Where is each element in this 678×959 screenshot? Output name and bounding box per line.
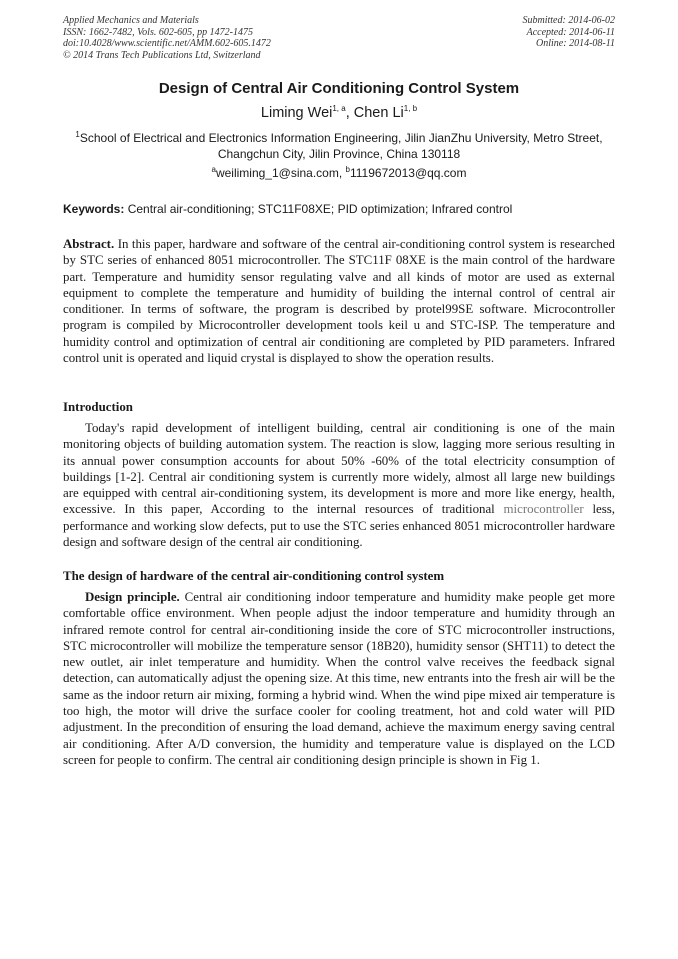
affiliation — [63, 130, 615, 162]
email-address: weiliming_1@sina.com — [215, 166, 339, 180]
online-date: Online: 2014-08-11 — [536, 38, 615, 49]
introduction-paragraph — [63, 420, 615, 550]
journal-name: Applied Mechanics and Materials — [63, 15, 199, 26]
email-list: $^a$weiliming_1@sina.com, $^b$1119672013@qq.com — [211, 165, 467, 180]
issn-line: ISSN: 1662-7482, Vols. 602-605, pp 1472-1475 — [63, 26, 253, 38]
author-name: Liming Wei — [260, 105, 333, 121]
introduction-heading: Introduction — [63, 400, 133, 414]
copyright-line: © 2014 Trans Tech Publications Ltd, Switzerland — [63, 49, 261, 61]
author-sup: 1, b — [403, 104, 418, 114]
introduction-text-continued: less, performance and working slow defects, put to use the STC series enhanced 8051 microcontroller hardware design and software design of the central air conditioning. — [63, 502, 615, 550]
abstract-text: In this paper, hardware and software of the central air-conditioning control system is researched by STC series of enhanced 8051 microcontroller. The STC11F 08XE is the main control of the hardware part. Temperature and humidity sensor regulating valve and all kinds of motor are used as external equipment to complete the temperature and humidity of building the internal control of central air conditioner. In terms of software, the program is described by protel99SE software. Microcontroller program is compiled by Microcontroller development tools keil u and STC-ISP. The temperature and humidity control and optimization of central air conditioning are completed by PID parameters. Infrared control unit is operated and liquid crystal is displayed to show the operation results. — [63, 237, 615, 366]
abstract-label: Abstract. — [63, 237, 115, 251]
design-principle-paragraph — [63, 589, 615, 768]
design-principle-label: Design principle. — [85, 590, 180, 604]
doi-line: doi:10.4028/www.scientific.net/AMM.602-605.1472 — [63, 38, 271, 49]
paper-title: Design of Central Air Conditioning Control System — [158, 80, 520, 97]
keywords — [63, 202, 623, 217]
abstract — [63, 236, 615, 366]
dates-header — [523, 15, 616, 50]
accepted-date: Accepted: 2014-06-11 — [526, 26, 615, 38]
email-address: 1119672013@qq.com — [349, 166, 467, 180]
submitted-date: Submitted: 2014-06-02 — [522, 15, 615, 26]
keywords-text: Central air-conditioning; STC11F08XE; PID optimization; Infrared control — [127, 202, 513, 216]
author-name: Chen Li — [353, 105, 404, 121]
affiliation-text: School of Electrical and Electronics Information Engineering, Jilin JianZhu University, Metro Street, Changchun City, Jilin Province, China 130118 — [79, 131, 603, 161]
design-principle-text: Central air conditioning indoor temperature and humidity make people get more comfortable office environment. When people adjust the indoor temperature and humidity through an infrared remote control for central air-conditioning inside the core of STC microcontroller instructions, STC microcontroller will mobilize the temperature sensor (18B20), humidity sensor (SHT11) to detect the new outlet, air inlet temperature and humidity. When the control valve receives the feedback signal detection, can automatically adjust the opening size. At this time, new entrants into the fresh air will be the same as the indoor return air mixing, forming a hybrid wind. When the wind pipe mixed air temperature is too high, the motor will drive the surface cooler for cooling treatment, hot and cold water will PID adjustment. In the precondition of ensuring the load demand, achieve the maximum energy saving central air conditioning. After A/D conversion, the humidity and temperature value is displayed on the LCD screen for people to confirm. The central air conditioning design principle is shown in Fig 1. — [63, 590, 616, 767]
journal-header — [63, 15, 271, 61]
email-sup: b — [345, 165, 350, 174]
highlighted-term: microcontroller — [503, 502, 584, 517]
introduction-text: Today's rapid development of intelligent building, central air conditioning is one of the main monitoring objects of building automation system. The reaction is slow, lagging more serious resulting in its annual power consumption accounts for about 50% -60% of the total electricity consumption of buildings [1-2]. Central air conditioning system is currently more widely, almost all large new buildings are equipped with central air-conditioning system, its development is more and more like energy, health, excessive. In this paper, According to the internal resources of traditional — [63, 421, 615, 517]
email-sup: a — [211, 165, 216, 174]
author-list: Liming Wei$^{1, a}$, Chen Li$^{1, b}$ — [260, 104, 418, 121]
hardware-heading: The design of hardware of the central air-conditioning control system — [63, 569, 445, 583]
affiliation-sup: 1 — [75, 130, 80, 139]
keywords-label: Keywords: — [63, 202, 125, 216]
author-sup: 1, a — [332, 104, 346, 114]
